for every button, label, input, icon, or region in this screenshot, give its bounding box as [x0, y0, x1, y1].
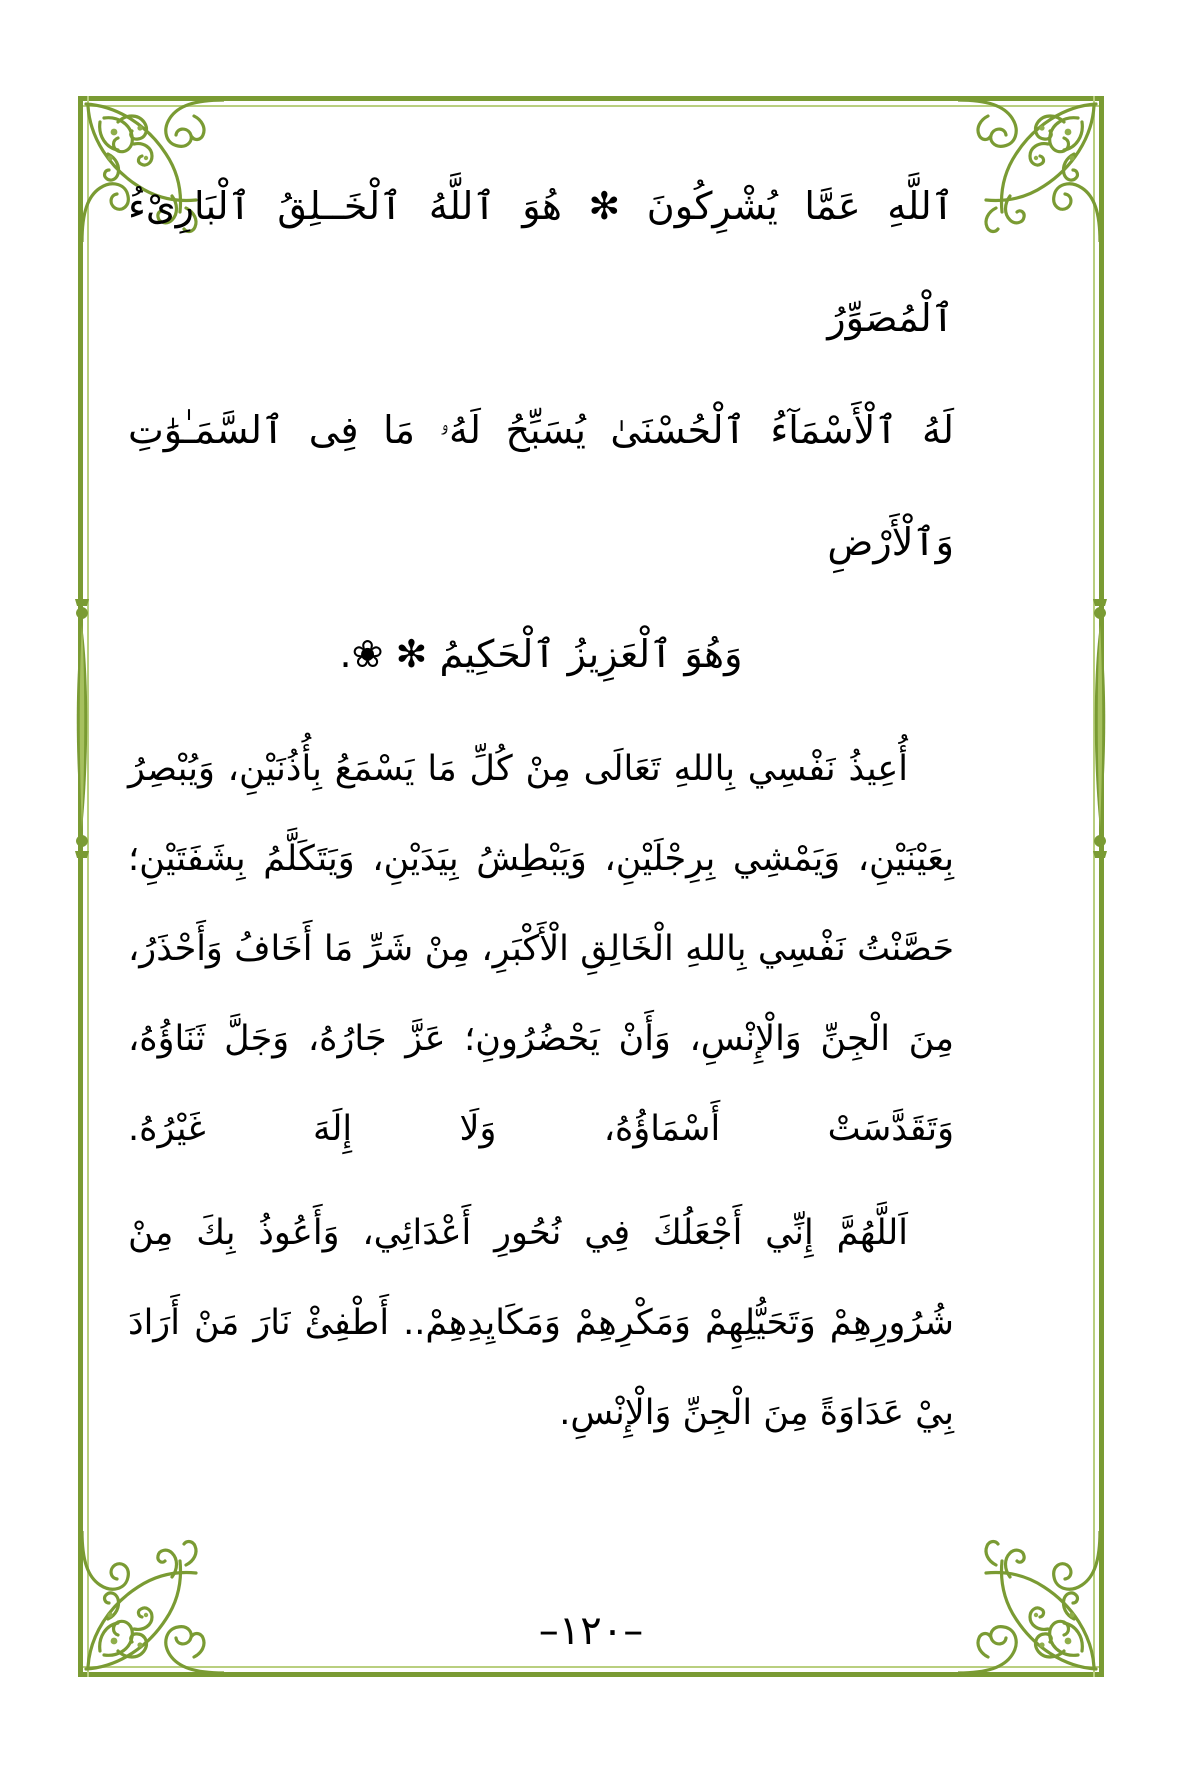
quran-verse-block — [128, 150, 954, 710]
corner-ornament-bottom-right — [958, 1531, 1108, 1681]
quran-line-3: وَهُوَ ٱلْعَزِيزُ ٱلْحَكِيمُ ✻ ❀. — [339, 632, 743, 676]
border-left-accent — [87, 96, 89, 1677]
border-right-accent — [1093, 96, 1095, 1677]
side-ornament-left — [65, 563, 99, 893]
corner-ornament-bottom-left — [74, 1531, 224, 1681]
border-bottom-accent — [78, 1666, 1104, 1668]
dua-allahumma: اَللَّهُمَّ إِنِّي أَجْعَلُكَ فِي نُحُورِ أَعْدَائِي، وَأَعُوذُ بِكَ مِنْ شُرُورِهِمْ وَتَحَيُّلِهِمْ وَمَكْرِهِمْ وَمَكَايِدِهِمْ.. أَطْفِئْ نَارَ مَنْ أَرَادَ بِيْ عَدَاوَةً مِنَ الْجِنِّ وَالْإِنْسِ. — [128, 1213, 954, 1433]
side-ornament-right — [1083, 563, 1117, 893]
border-bottom-line — [78, 1672, 1104, 1677]
corner-ornament-top-right — [958, 92, 1108, 242]
page-content — [128, 150, 954, 1458]
border-right-line — [1099, 96, 1104, 1677]
quran-line-2: لَهُ ٱلْأَسْمَآءُ ٱلْحُسْنَىٰ يُسَبِّحُ لَهُۥ مَا فِى ٱلسَّمَـٰوَٰتِ وَٱلْأَرْضِ — [128, 408, 954, 564]
page-number: –١٢٠– — [538, 1608, 644, 1654]
border-top-accent — [78, 105, 1104, 107]
border-left-line — [78, 96, 83, 1677]
quran-line-1: ٱللَّهِ عَمَّا يُشْرِكُونَ ✻ هُوَ ٱللَّهُ ٱلْخَــلِقُ ٱلْبَارِىْءُ ٱلْمُصَوِّرُ — [128, 184, 954, 340]
border-top-line — [78, 96, 1104, 101]
dua-taawwudh: أُعِيذُ نَفْسِي بِاللهِ تَعَالَى مِنْ كُلِّ مَا يَسْمَعُ بِأُذُنَيْنِ، وَيُبْصِرُ بِعَيْنَيْنِ، وَيَمْشِي بِرِجْلَيْنِ، وَيَبْطِشُ بِيَدَيْنِ، وَيَتَكَلَّمُ بِشَفَتَيْنِ؛ حَصَّنْتُ نَفْسِي بِاللهِ الْخَالِقِ الْأَكْبَرِ، مِنْ شَرِّ مَا أَخَافُ وَأَحْذَرُ، مِنَ الْجِنِّ وَالْإِنْسِ، وَأَنْ يَحْضُرُونِ؛ عَزَّ جَارُهُ، وَجَلَّ ثَنَاؤُهُ، وَتَقَدَّسَتْ أَسْمَاؤُهُ، وَلَا إِلَهَ غَيْرُهُ. — [128, 749, 954, 1149]
